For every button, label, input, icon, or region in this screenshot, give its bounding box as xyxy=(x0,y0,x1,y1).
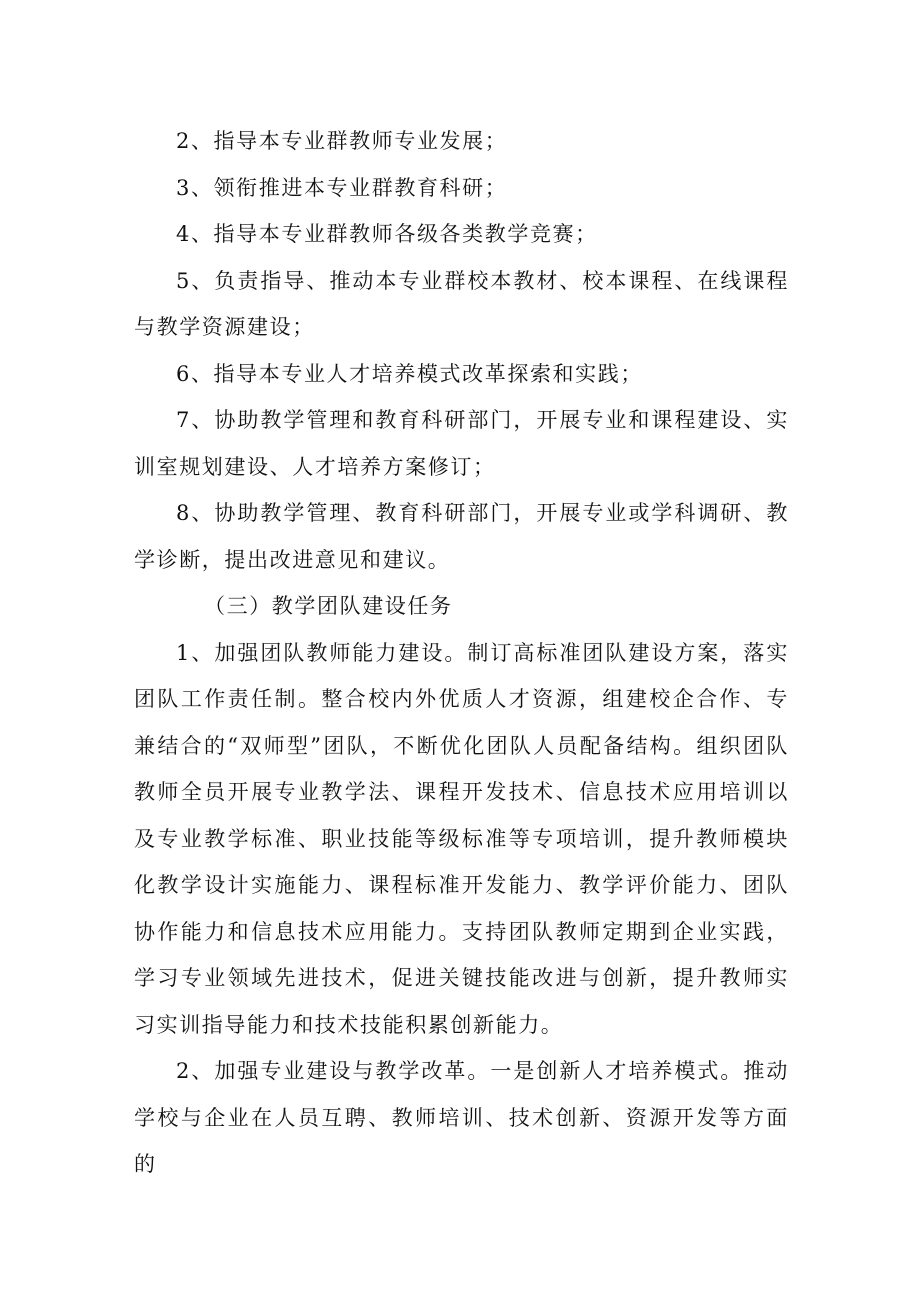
paragraph-item-4: 4、指导本专业群教师各级各类教学竞赛； xyxy=(176,222,598,246)
paragraph-item-7: 7、协助教学管理和教育科研部门，开展专业和课程建设、实训室规划建设、人才培养方案修订； xyxy=(134,408,789,479)
paragraph-team-capacity: 1、加强团队教师能力建设。制订高标准团队建设方案，落实团队工作责任制。整合校内外优质人才资源，组建校企合作、专兼结合的“双师型”团队，不断优化团队人员配备结构。组织团队教师全员开展专业教学法、课程开发技术、信息技术应用培训以及专业教学标准、职业技能等级标准等专项培训，提升教师模块化教学设计实施能力、课程标准开发能力、教学评价能力、团队协作能力和信息技术应用能力。支持团队教师定期到企业实践，学习专业领域先进技术，促进关键技能改进与创新，提升教师实习实训指导能力和技术技能积累创新能力。 xyxy=(134,640,789,1037)
paragraph-item-6: 6、指导本专业人才培养模式改革探索和实践； xyxy=(176,361,643,386)
paragraph-item-8: 8、协助教学管理、教育科研部门，开展专业或学科调研、教学诊断，提出改进意见和建议。 xyxy=(134,501,789,572)
section-heading: （三）教学团队建设任务 xyxy=(204,594,453,618)
paragraph-item-3: 3、领衔推进本专业群教育科研； xyxy=(176,175,508,200)
paragraph-item-5: 5、负责指导、推动本专业群校本教材、校本课程、在线课程与教学资源建设； xyxy=(134,268,789,339)
paragraph-specialty-reform: 2、加强专业建设与教学改革。一是创新人才培养模式。推动学校与企业在人员互聘、教师培训、技术创新、资源开发等方面的 xyxy=(134,1059,789,1176)
document-body xyxy=(134,118,789,1188)
paragraph-item-2: 2、指导本专业群教师专业发展； xyxy=(176,129,508,153)
